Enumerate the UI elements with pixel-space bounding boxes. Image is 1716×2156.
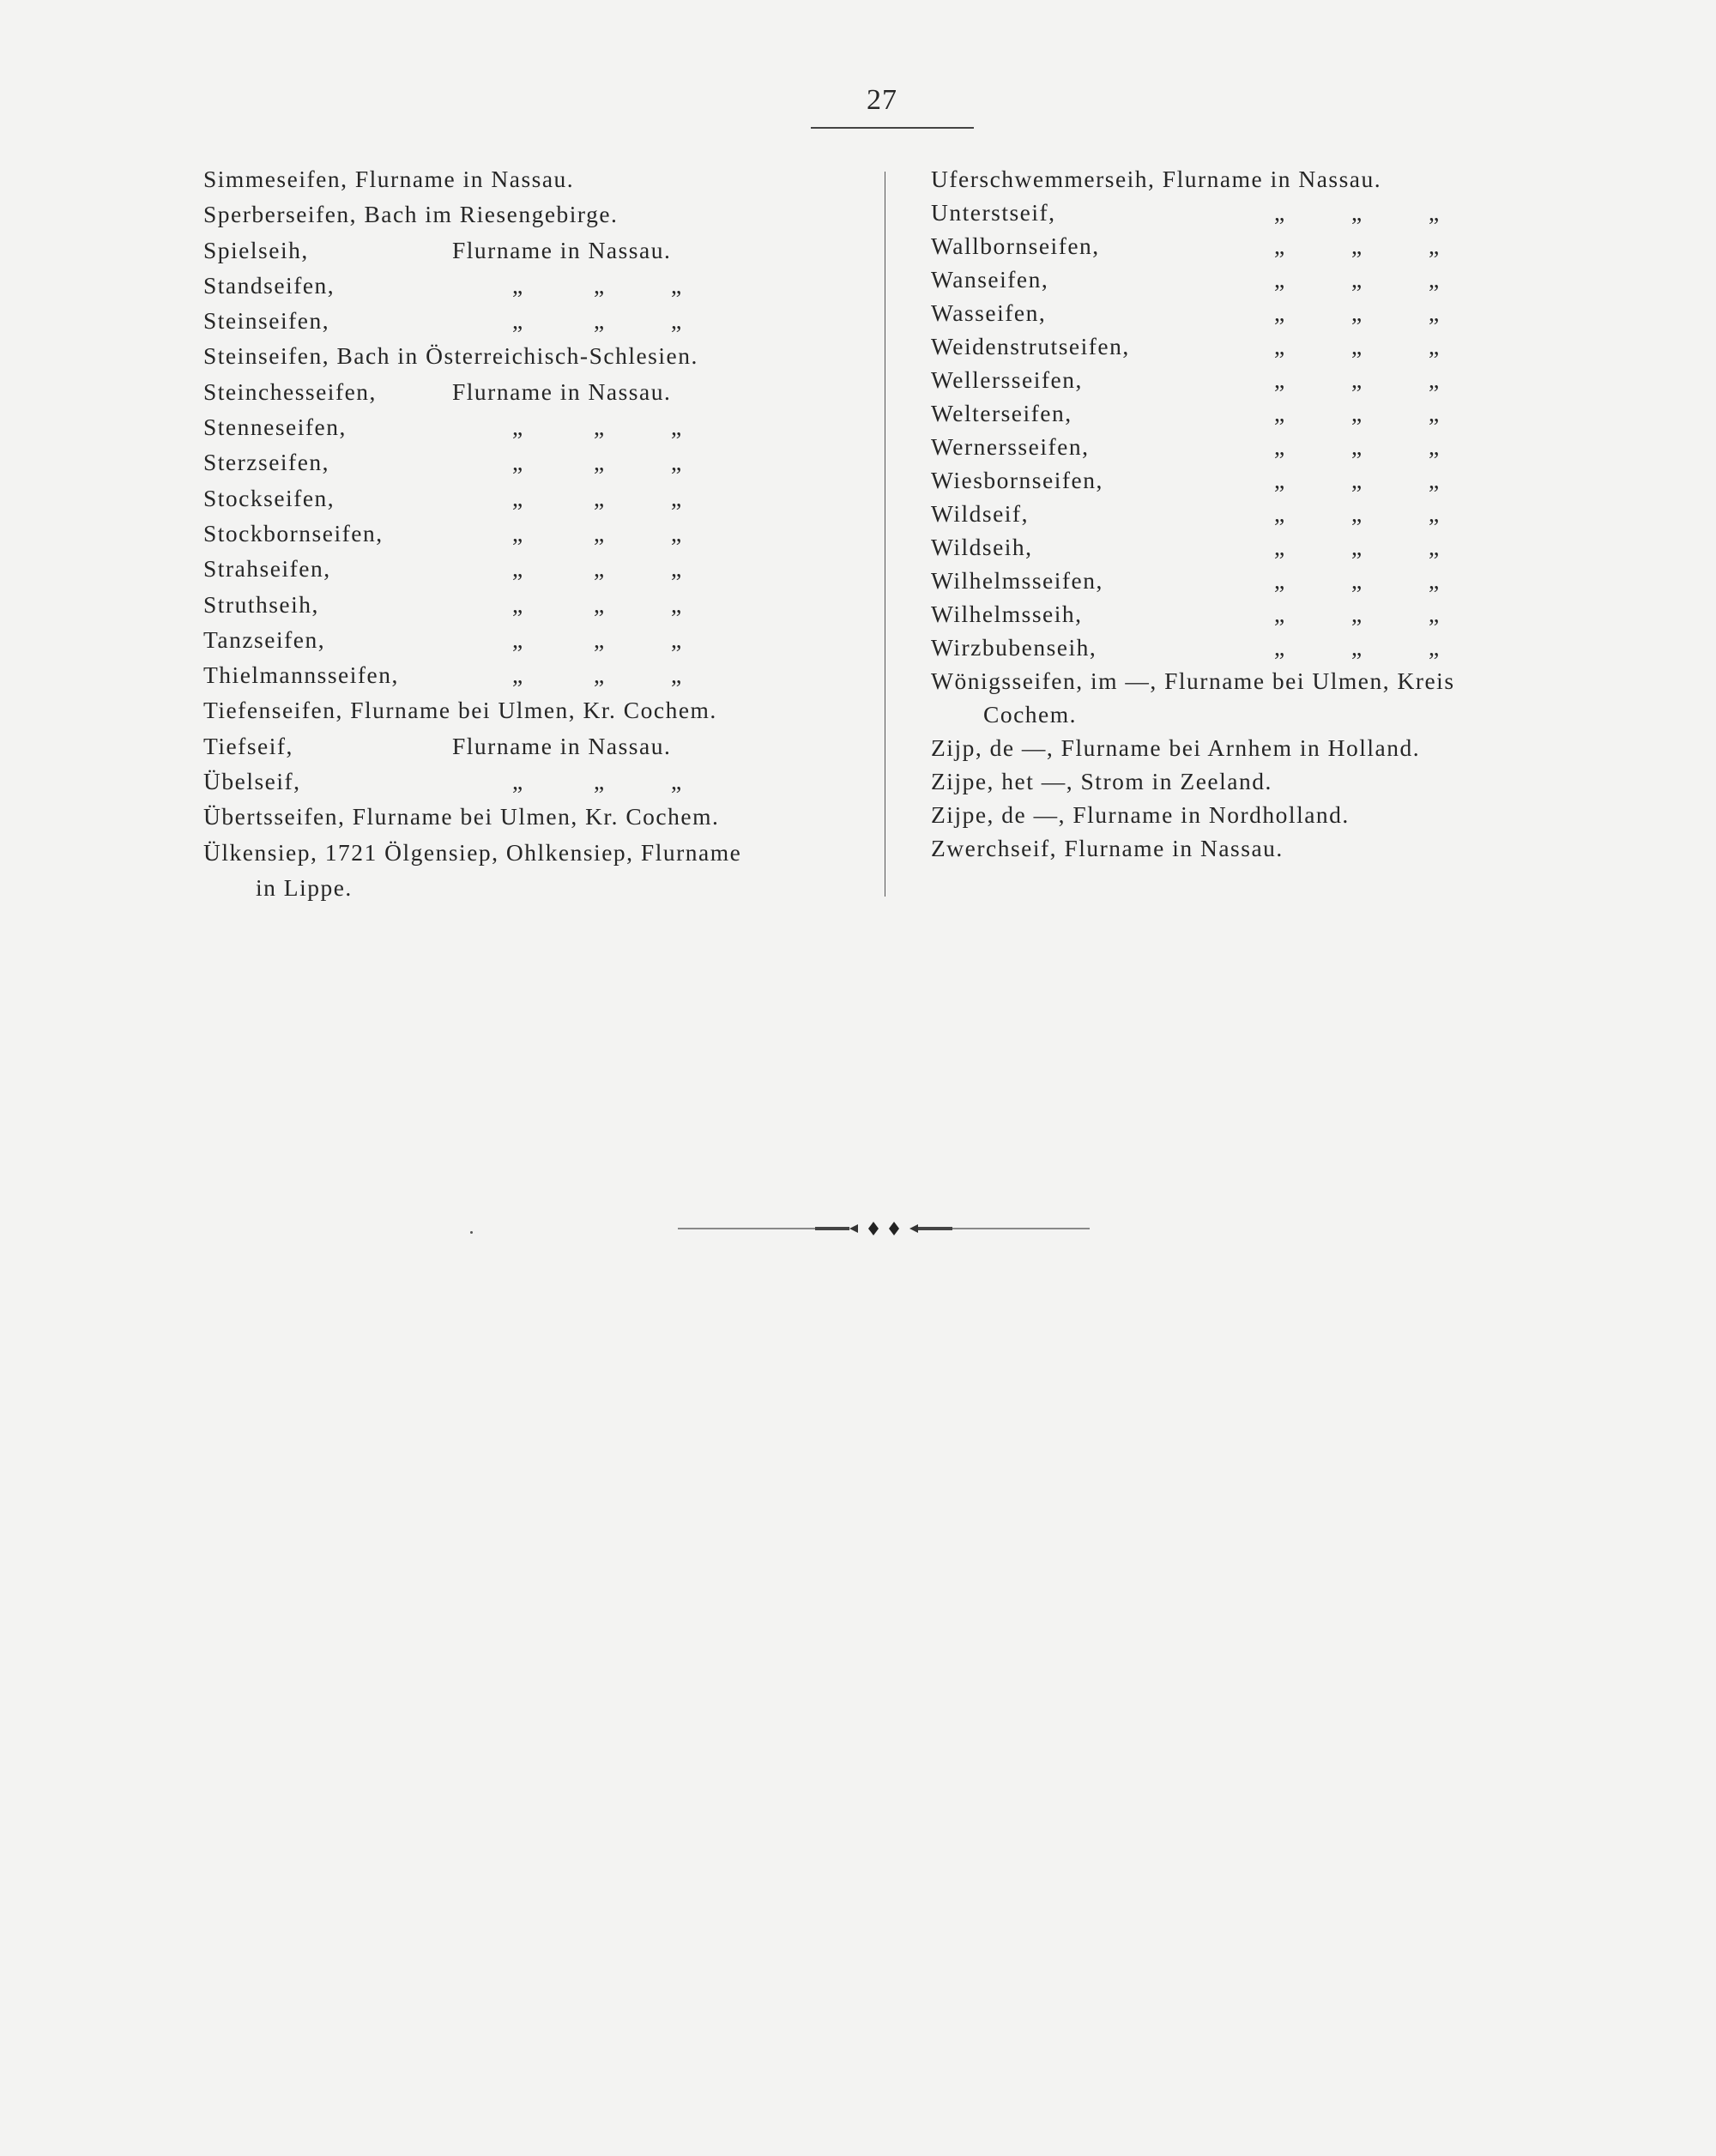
index-entry xyxy=(203,272,873,307)
entry-name: Wasseifen, xyxy=(931,299,1047,326)
index-entry xyxy=(931,467,1592,500)
ditto-mark: „ xyxy=(1429,500,1441,527)
index-entry xyxy=(203,803,873,838)
entry-name: Zijpe, xyxy=(931,768,994,794)
entry-name: Sperberseifen, xyxy=(203,201,358,228)
index-entry xyxy=(931,500,1592,534)
entry-description: Flurname in Nassau. xyxy=(1064,835,1284,861)
page-number-rule xyxy=(811,127,974,129)
entry-name: Stenneseifen, xyxy=(203,414,347,441)
ditto-mark: „ xyxy=(1429,400,1441,426)
entry-description: de —, Flurname bei Arnhem in Holland. xyxy=(989,734,1421,761)
index-entry xyxy=(931,768,1592,801)
ditto-mark: „ xyxy=(1351,534,1363,560)
index-entry xyxy=(931,835,1592,868)
ditto-mark: „ xyxy=(1274,433,1286,460)
ornamental-dash-icon xyxy=(678,1218,1090,1239)
ditto-mark: „ xyxy=(671,590,683,618)
entry-description: Flurname in Nassau. xyxy=(1162,166,1382,192)
index-entry xyxy=(203,591,873,626)
ditto-mark: „ xyxy=(1351,199,1363,226)
ditto-mark: „ xyxy=(1429,299,1441,326)
index-entry xyxy=(203,485,873,520)
entry-name: Übelseif, xyxy=(203,768,301,795)
ditto-mark: „ xyxy=(1274,333,1286,359)
index-entry xyxy=(931,667,1592,701)
entry-name: Tiefenseifen, xyxy=(203,697,343,724)
entry-name: Wirzbubenseih, xyxy=(931,634,1097,661)
entry-description: im —, Flurname bei Ulmen, Kreis xyxy=(1090,667,1455,694)
ditto-mark: „ xyxy=(512,661,524,689)
entry-name: Standseifen, xyxy=(203,271,335,299)
ditto-mark: „ xyxy=(1274,366,1286,393)
ditto-mark: „ xyxy=(1429,333,1441,359)
ditto-mark: „ xyxy=(512,519,524,547)
ditto-mark: „ xyxy=(1351,299,1363,326)
ditto-mark: „ xyxy=(1274,199,1286,226)
entry-name: Weidenstrutseifen, xyxy=(931,333,1130,359)
entry-name: Wönigsseifen, xyxy=(931,667,1084,694)
index-entry xyxy=(931,433,1592,467)
ditto-mark: „ xyxy=(594,307,606,335)
ditto-mark: „ xyxy=(1429,467,1441,493)
ditto-mark: „ xyxy=(512,449,524,476)
index-entry xyxy=(203,342,873,377)
ditto-mark: „ xyxy=(1429,266,1441,293)
entry-description: Flurname bei Ulmen, Kr. Cochem. xyxy=(350,697,717,724)
ditto-mark: „ xyxy=(1429,433,1441,460)
ditto-mark: „ xyxy=(1274,266,1286,293)
ditto-mark: „ xyxy=(1429,534,1441,560)
ditto-mark: „ xyxy=(671,271,683,299)
ditto-mark: „ xyxy=(1351,634,1363,661)
index-entry xyxy=(203,201,873,236)
entry-name: Unterstseif, xyxy=(931,199,1056,226)
index-entry xyxy=(203,414,873,449)
ditto-mark: „ xyxy=(512,555,524,583)
ditto-mark: „ xyxy=(1351,266,1363,293)
entry-name: Zijp, xyxy=(931,734,983,761)
ditto-mark: „ xyxy=(594,519,606,547)
entry-description: Flurname in Nassau. xyxy=(354,166,575,192)
ditto-mark: „ xyxy=(512,307,524,335)
entry-place: Flurname in Nassau. xyxy=(452,236,672,263)
ditto-mark: „ xyxy=(671,625,683,653)
ditto-mark: „ xyxy=(1274,634,1286,661)
ditto-mark: „ xyxy=(594,625,606,653)
entry-continuation: in Lippe. xyxy=(256,873,353,901)
index-entry xyxy=(203,307,873,342)
index-entry xyxy=(931,634,1592,667)
left-column xyxy=(203,166,873,909)
ditto-mark: „ xyxy=(512,414,524,441)
ditto-mark: „ xyxy=(594,555,606,583)
ditto-mark: „ xyxy=(1274,299,1286,326)
index-entry xyxy=(931,534,1592,567)
entry-name: Wanseifen, xyxy=(931,266,1049,293)
entry-description: 1721 Ölgensiep, Ohlkensiep, Flurname xyxy=(324,838,742,866)
index-entry xyxy=(931,366,1592,400)
ditto-mark: „ xyxy=(1351,601,1363,627)
ditto-mark: „ xyxy=(512,625,524,653)
entry-name: Spielseih, xyxy=(203,236,309,263)
ditto-mark: „ xyxy=(594,768,606,795)
ditto-mark: „ xyxy=(1351,500,1363,527)
entry-description: het —, Strom in Zeeland. xyxy=(1001,768,1272,794)
entry-place: Flurname in Nassau. xyxy=(452,732,672,759)
index-entry xyxy=(203,839,873,874)
entry-name: Welterseifen, xyxy=(931,400,1072,426)
entry-name: Sterzseifen, xyxy=(203,449,330,476)
entry-name: Wildseih, xyxy=(931,534,1033,560)
entry-description: Bach in Österreichisch-Schlesien. xyxy=(336,342,698,370)
ditto-mark: „ xyxy=(1351,366,1363,393)
index-entry xyxy=(203,733,873,768)
entry-name: Steinseifen, xyxy=(203,307,330,335)
ditto-mark: „ xyxy=(594,661,606,689)
ditto-mark: „ xyxy=(594,484,606,511)
ditto-mark: „ xyxy=(512,768,524,795)
index-entry xyxy=(203,520,873,555)
ditto-mark: „ xyxy=(671,449,683,476)
entry-name: Stockseifen, xyxy=(203,484,335,511)
ditto-mark: „ xyxy=(594,590,606,618)
stray-mark xyxy=(470,1231,473,1234)
ditto-mark: „ xyxy=(1429,233,1441,259)
ditto-mark: „ xyxy=(671,414,683,441)
entry-name: Stockbornseifen, xyxy=(203,519,384,547)
page-number: 27 xyxy=(867,84,897,116)
entry-name: Steinchesseifen, xyxy=(203,377,377,405)
entry-name: Wilhelmsseih, xyxy=(931,601,1083,627)
entry-name: Ülkensiep, xyxy=(203,838,318,866)
ditto-mark: „ xyxy=(671,661,683,689)
entry-name: Wilhelmsseifen, xyxy=(931,567,1103,594)
index-entry xyxy=(931,233,1592,266)
entry-name: Tanzseifen, xyxy=(203,625,326,653)
ditto-mark: „ xyxy=(1351,333,1363,359)
entry-description: Flurname bei Ulmen, Kr. Cochem. xyxy=(352,803,720,830)
ditto-mark: „ xyxy=(1351,233,1363,259)
entry-name: Struthseih, xyxy=(203,590,319,618)
ditto-mark: „ xyxy=(1274,233,1286,259)
entry-name: Strahseifen, xyxy=(203,555,331,583)
entry-name: Tiefseif, xyxy=(203,732,293,759)
ditto-mark: „ xyxy=(671,519,683,547)
ditto-mark: „ xyxy=(671,768,683,795)
entry-name: Zijpe, xyxy=(931,801,994,828)
index-entry xyxy=(931,299,1592,333)
index-entry xyxy=(931,333,1592,366)
index-entry xyxy=(931,601,1592,634)
entry-name: Uferschwemmerseih, xyxy=(931,166,1156,192)
index-entry xyxy=(203,697,873,732)
entry-name: Wallbornseifen, xyxy=(931,233,1100,259)
ditto-mark: „ xyxy=(1429,567,1441,594)
ditto-mark: „ xyxy=(1274,400,1286,426)
ditto-mark: „ xyxy=(1351,433,1363,460)
ditto-mark: „ xyxy=(1274,567,1286,594)
ditto-mark: „ xyxy=(1429,366,1441,393)
ditto-mark: „ xyxy=(594,271,606,299)
ditto-mark: „ xyxy=(1429,601,1441,627)
entry-name: Wellersseifen, xyxy=(931,366,1083,393)
ditto-mark: „ xyxy=(512,590,524,618)
ditto-mark: „ xyxy=(671,484,683,511)
ditto-mark: „ xyxy=(594,449,606,476)
index-entry xyxy=(931,199,1592,233)
ditto-mark: „ xyxy=(1274,601,1286,627)
ditto-mark: „ xyxy=(1429,199,1441,226)
index-entry xyxy=(931,801,1592,835)
entry-description: de —, Flurname in Nordholland. xyxy=(1001,801,1350,828)
ditto-mark: „ xyxy=(1351,567,1363,594)
ditto-mark: „ xyxy=(512,271,524,299)
index-entry xyxy=(203,626,873,661)
index-entry xyxy=(931,567,1592,601)
entry-name: Wildseif, xyxy=(931,500,1029,527)
index-entry xyxy=(203,555,873,590)
ditto-mark: „ xyxy=(1274,534,1286,560)
index-entry xyxy=(203,378,873,414)
entry-continuation: Cochem. xyxy=(983,701,1078,728)
entry-name: Simmeseifen, xyxy=(203,166,348,192)
ditto-mark: „ xyxy=(594,414,606,441)
ditto-mark: „ xyxy=(1351,400,1363,426)
ditto-mark: „ xyxy=(512,484,524,511)
index-entry xyxy=(203,166,873,201)
index-entry xyxy=(931,734,1592,768)
index-entry xyxy=(931,400,1592,433)
index-entry xyxy=(931,166,1592,199)
index-entry xyxy=(203,768,873,803)
entry-name: Thielmannsseifen, xyxy=(203,661,399,689)
index-entry xyxy=(203,237,873,272)
ditto-mark: „ xyxy=(671,555,683,583)
entry-name: Wiesbornseifen, xyxy=(931,467,1103,493)
ditto-mark: „ xyxy=(1274,500,1286,527)
index-entry xyxy=(203,661,873,697)
index-entry xyxy=(931,266,1592,299)
ditto-mark: „ xyxy=(671,307,683,335)
right-column xyxy=(931,166,1592,868)
ditto-mark: „ xyxy=(1351,467,1363,493)
entry-name: Wernersseifen, xyxy=(931,433,1090,460)
ditto-mark: „ xyxy=(1429,634,1441,661)
ditto-mark: „ xyxy=(1274,467,1286,493)
index-entry xyxy=(203,449,873,484)
entry-name: Zwerchseif, xyxy=(931,835,1058,861)
entry-name: Steinseifen, xyxy=(203,342,330,370)
entry-description: Bach im Riesengebirge. xyxy=(364,201,619,228)
entry-place: Flurname in Nassau. xyxy=(452,377,672,405)
entry-name: Übertsseifen, xyxy=(203,803,346,830)
